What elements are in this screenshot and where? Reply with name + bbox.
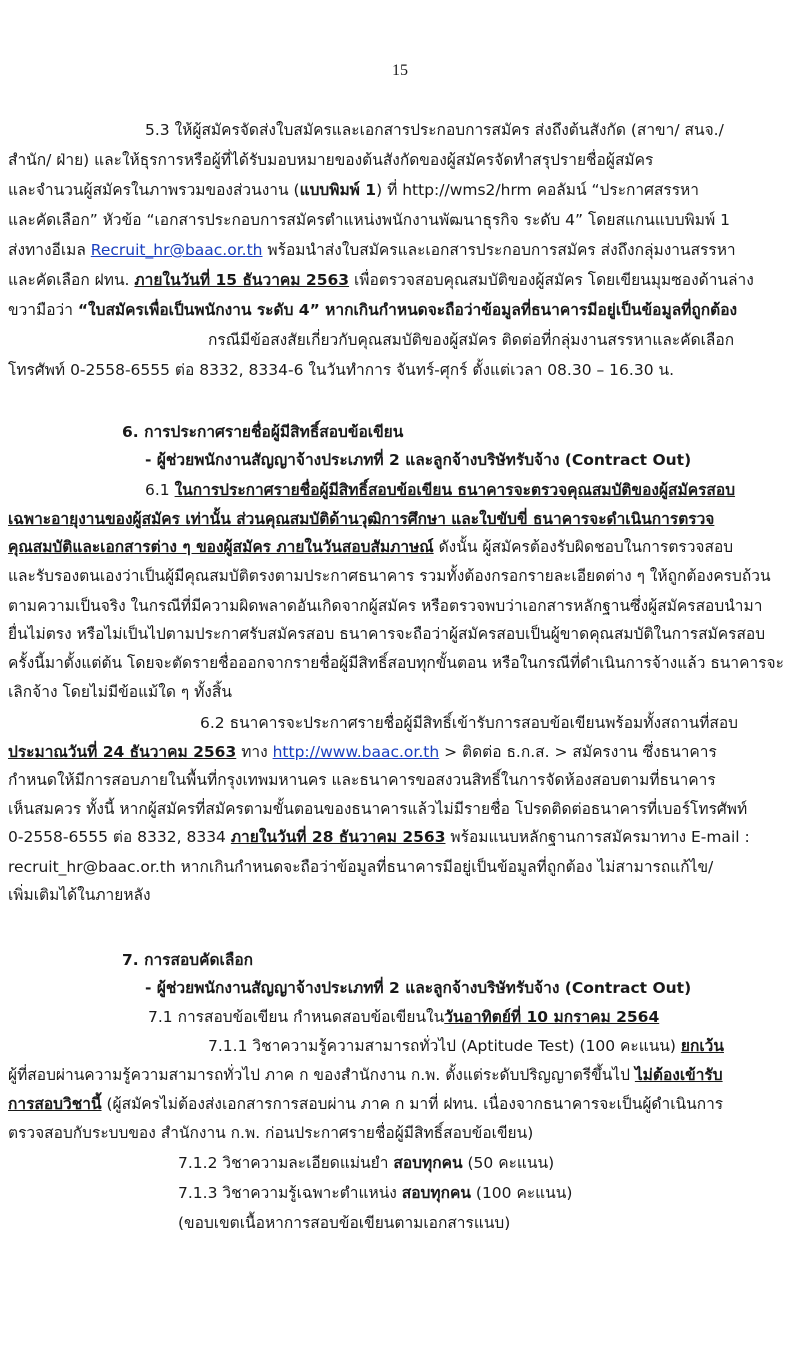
text-segment: เพิ่มเติมได้ในภายหลัง (8, 886, 151, 904)
text-segment: > ติดต่อ ธ.ก.ส. > สมัครงาน ซึ่งธนาคาร (439, 743, 717, 761)
text-line (8, 267, 754, 293)
text-line (8, 882, 151, 908)
text-segment: ขวามือว่า (8, 301, 78, 319)
text-segment: 7.1.2 วิชาความละเอียดแม่นยำ (178, 1154, 394, 1172)
text-segment: และจำนวนผู้สมัครในภาพรวมของส่วนงาน ( (8, 181, 300, 199)
text-segment: 5.3 ให้ผู้สมัครจัดส่งใบสมัครและเอกสารประกอบการสมัคร ส่งถึงต้นสังกัด (สาขา/ สนจ./ (145, 121, 724, 139)
text-line (208, 1033, 724, 1059)
text-segment: กรณีมีข้อสงสัยเกี่ยวกับคุณสมบัติของผู้สมัคร ติดต่อที่กลุ่มงานสรรหาและคัดเลือก (208, 331, 735, 349)
text-line (8, 796, 747, 822)
text-line (8, 854, 713, 880)
text-segment: ครั้งนี้มาตั้งแต่ต้น โดยจะตัดรายชื่อออกจากรายชื่อผู้มีสิทธิ์สอบทุกขั้นตอน หรือในกรณีที่ดำเนินการจ้างแล้ว ธนาคารจะ (8, 654, 784, 672)
emphasis-text: ยกเว้น (680, 1037, 724, 1055)
text-line (8, 1062, 723, 1088)
text-segment: โทรศัพท์ 0-2558-6555 ต่อ 8332, 8334-6 ในวันทำการ จันทร์-ศุกร์ ตั้งแต่เวลา 08.30 – 16.30 น. (8, 361, 675, 379)
text-line (8, 207, 730, 233)
text-segment: ทาง (236, 743, 273, 761)
text-line (8, 1091, 723, 1117)
text-segment: ตามความเป็นจริง ในกรณีที่มีความผิดพลาดอันเกิดจากผู้สมัคร หรือตรวจพบว่าเอกสารหลักฐานซึ่งผู้สมัครสอบนำมา (8, 597, 763, 615)
text-line (145, 477, 735, 503)
text-line (8, 650, 784, 676)
text-line (122, 947, 253, 973)
text-line (145, 975, 691, 1001)
text-line (200, 710, 738, 736)
emphasis-text: ภายในวันที่ 15 ธันวาคม 2563 (134, 271, 350, 289)
text-line (8, 739, 717, 765)
text-line (8, 767, 716, 793)
text-line (8, 534, 733, 560)
text-line (8, 177, 699, 203)
text-segment: กำหนดให้มีการสอบภายในพื้นที่กรุงเทพมหานคร และธนาคารขอสงวนสิทธิ์ในการจัดห้องสอบตามที่ธนาคาร (8, 771, 716, 789)
emphasis-text: 6. การประกาศรายชื่อผู้มีสิทธิ์สอบข้อเขียน (122, 423, 404, 441)
link[interactable]: Recruit_hr@baac.or.th (90, 241, 263, 259)
text-segment: 6.2 ธนาคารจะประกาศรายชื่อผู้มีสิทธิ์เข้ารับการสอบข้อเขียนพร้อมทั้งสถานที่สอบ (200, 714, 739, 732)
text-segment: 6.1 (145, 481, 175, 499)
text-segment: recruit_hr@baac.or.th หากเกินกำหนดจะถือว่าข้อมูลที่ธนาคารมีอยู่เป็นข้อมูลที่ถูกต้อง ไม่สามารถแก้ไข/ (8, 858, 714, 876)
emphasis-text: แบบพิมพ์ 1 (299, 181, 377, 199)
text-line (8, 824, 750, 850)
emphasis-text: คุณสมบัติและเอกสารต่าง ๆ ของผู้สมัคร ภายในวันสอบสัมภาษณ์ (8, 538, 434, 556)
emphasis-text: วันอาทิตย์ที่ 10 มกราคม 2564 (444, 1008, 660, 1026)
text-segment: (50 คะแนน) (462, 1154, 555, 1172)
emphasis-text: ภายในวันที่ 28 ธันวาคม 2563 (230, 828, 446, 846)
text-segment: พร้อมนำส่งใบสมัครและเอกสารประกอบการสมัคร ส่งถึงกลุ่มงานสรรหา (262, 241, 736, 259)
text-segment: 7.1 การสอบข้อเขียน กำหนดสอบข้อเขียนใน (148, 1008, 445, 1026)
text-segment: เพื่อตรวจสอบคุณสมบัติของผู้สมัคร โดยเขียนมุมซองด้านล่าง (349, 271, 754, 289)
text-segment: สำนัก/ ฝ่าย) และให้ธุรการหรือผู้ที่ได้รับมอบหมายของต้นสังกัดของผู้สมัครจัดทำสรุปรายชื่อผู้สมัคร (8, 151, 654, 169)
emphasis-text: สอบทุกคน (393, 1154, 463, 1172)
text-line (178, 1150, 554, 1176)
text-segment: ยื่นไม่ตรง หรือไม่เป็นไปตามประกาศรับสมัครสอบ ธนาคารจะถือว่าผู้สมัครสอบเป็นผู้ขาดคุณสมบัติในการสมัครสอบ (8, 625, 766, 643)
text-segment: เห็นสมควร ทั้งนี้ หากผู้สมัครที่สมัครตามขั้นตอนของธนาคารแล้วไม่มีรายชื่อ โปรดติดต่อธนาคารที่เบอร์โทรศัพท์ (8, 800, 748, 818)
text-segment: 7.1.3 วิชาความรู้เฉพาะตำแหน่ง (178, 1184, 402, 1202)
text-line (8, 297, 737, 323)
text-line (8, 593, 762, 619)
emphasis-text: “ใบสมัครเพื่อเป็นพนักงาน ระดับ 4” หากเกินกำหนดจะถือว่าข้อมูลที่ธนาคารมีอยู่เป็นข้อมูลที่ถูกต้อง (77, 301, 738, 319)
emphasis-text: - ผู้ช่วยพนักงานสัญญาจ้างประเภทที่ 2 และลูกจ้างบริษัทรับจ้าง (Contract Out) (145, 979, 692, 997)
text-line (178, 1210, 510, 1236)
text-line (8, 679, 232, 705)
text-line (8, 506, 714, 532)
emphasis-text: ไม่ต้องเข้ารับ (634, 1066, 723, 1084)
emphasis-text: เฉพาะอายุงานของผู้สมัคร เท่านั้น ส่วนคุณสมบัติด้านวุฒิการศึกษา และใบขับขี่ ธนาคารจะดำเนินการตรวจ (8, 510, 715, 528)
text-segment: พร้อมแนบหลักฐานการสมัครมาทาง E-mail : (445, 828, 750, 846)
text-segment: ดังนั้น ผู้สมัครต้องรับผิดชอบในการตรวจสอบ (433, 538, 734, 556)
text-segment: 0-2558-6555 ต่อ 8332, 8334 (8, 828, 231, 846)
text-line (8, 357, 674, 383)
link[interactable]: http://www.baac.or.th (272, 743, 440, 761)
text-line (8, 563, 771, 589)
text-line (178, 1180, 572, 1206)
text-segment: 7.1.1 วิชาความรู้ความสามารถทั่วไป (Aptitude Test) (100 คะแนน) (208, 1037, 681, 1055)
text-segment: และรับรองตนเองว่าเป็นผู้มีคุณสมบัติตรงตามประกาศธนาคาร รวมทั้งต้องกรอกรายละเอียดต่าง ๆ ให้ถูกต้องครบถ้วน (8, 567, 771, 585)
emphasis-text: สอบทุกคน (401, 1184, 471, 1202)
text-segment: (ขอบเขตเนื้อหาการสอบข้อเขียนตามเอกสารแนบ) (178, 1214, 511, 1232)
text-segment: ) ที่ http://wms2/hrm คอลัมน์ “ประกาศสรรหา (376, 181, 699, 199)
text-line (8, 621, 765, 647)
emphasis-text: ประมาณวันที่ 24 ธันวาคม 2563 (8, 743, 237, 761)
text-line (122, 419, 403, 445)
text-line (208, 327, 734, 353)
text-segment: (100 คะแนน) (470, 1184, 573, 1202)
emphasis-text: - ผู้ช่วยพนักงานสัญญาจ้างประเภทที่ 2 และลูกจ้างบริษัทรับจ้าง (Contract Out) (145, 451, 692, 469)
text-line (8, 1120, 533, 1146)
text-segment: ตรวจสอบกับระบบของ สำนักงาน ก.พ. ก่อนประกาศรายชื่อผู้มีสิทธิ์สอบข้อเขียน) (8, 1124, 534, 1142)
text-line (8, 147, 653, 173)
text-segment: ผู้ที่สอบผ่านความรู้ความสามารถทั่วไป ภาค ก ของสำนักงาน ก.พ. ตั้งแต่ระดับปริญญาตรีขึ้นไป (8, 1066, 635, 1084)
text-line (145, 117, 724, 143)
text-segment: ส่งทางอีเมล (8, 241, 91, 259)
text-line (8, 237, 736, 263)
page-number: 15 (392, 62, 408, 79)
text-line (145, 447, 691, 473)
text-line (148, 1004, 659, 1030)
text-segment: เลิกจ้าง โดยไม่มีข้อแม้ใด ๆ ทั้งสิ้น (8, 683, 232, 701)
emphasis-text: 7. การสอบคัดเลือก (122, 951, 254, 969)
emphasis-text: ในการประกาศรายชื่อผู้มีสิทธิ์สอบข้อเขียน ธนาคารจะตรวจคุณสมบัติของผู้สมัครสอบ (174, 481, 736, 499)
emphasis-text: การสอบวิชานี้ (8, 1095, 102, 1113)
text-segment: และคัดเลือก” หัวข้อ “เอกสารประกอบการสมัครตำแหน่งพนักงานพัฒนาธุรกิจ ระดับ 4” โดยสแกนแบบพิมพ์ 1 (8, 211, 730, 229)
text-segment: (ผู้สมัครไม่ต้องส่งเอกสารการสอบผ่าน ภาค ก มาที่ ฝทน. เนื่องจากธนาคารจะเป็นผู้ดำเนินการ (101, 1095, 724, 1113)
text-segment: และคัดเลือก ฝทน. (8, 271, 135, 289)
